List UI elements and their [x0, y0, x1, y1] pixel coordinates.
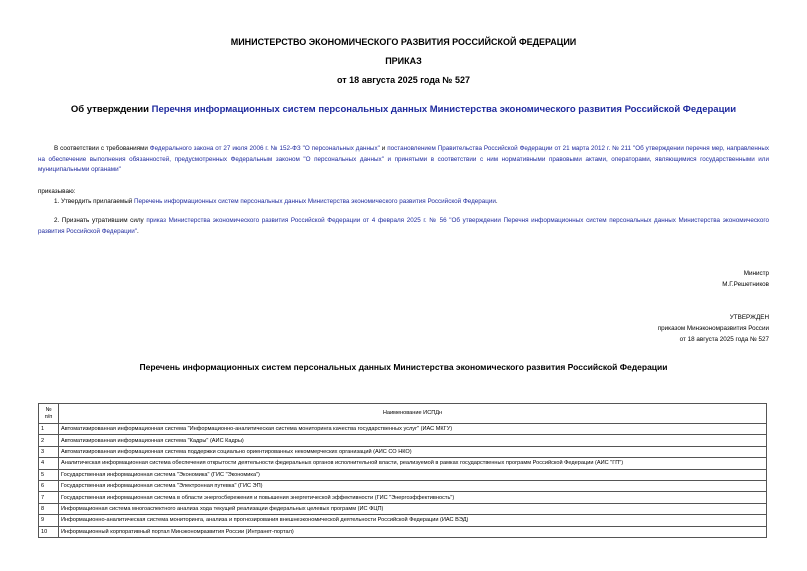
row-system-name: Автоматизированная информационная система "Информационно-аналитическая система мониторинга качества государственных услуг" (ИАС МКГУ) [59, 424, 767, 435]
row-number: 2 [39, 435, 59, 446]
table-row [39, 526, 767, 537]
table-row [39, 503, 767, 514]
row-system-name: Информационная система многоаспектного анализа хода текущей реализации федеральных целевых программ (ИС ФЦП) [59, 503, 767, 514]
preamble-text-1: В соответствии с требованиями [54, 145, 150, 152]
row-number: 10 [39, 526, 59, 537]
row-system-name: Информационно-аналитическая система мониторинга, анализа и прогнозирования внешнеэкономической деятельности Российской Федерации (ИАС ВЭД) [59, 515, 767, 526]
order-item-2 [38, 216, 769, 237]
row-system-name: Государственная информационная система "Экономика" (ГИС "Экономика") [59, 469, 767, 480]
signature-block [722, 268, 769, 290]
row-number: 1 [39, 424, 59, 435]
table-row [39, 469, 767, 480]
row-system-name: Автоматизированная информационная система "Кадры" (АИС Кадры) [59, 435, 767, 446]
document-type: ПРИКАЗ [385, 56, 422, 66]
preamble-paragraph [38, 144, 769, 176]
column-header-number: № п/п [39, 404, 59, 424]
row-number: 9 [39, 515, 59, 526]
order-item-1 [38, 197, 769, 208]
ministry-heading: МИНИСТЕРСТВО ЭКОНОМИЧЕСКОГО РАЗВИТИЯ РОССИЙСКОЙ ФЕДЕРАЦИИ [230, 37, 577, 47]
table-row [39, 458, 767, 469]
row-system-name: Аналитическая информационная система обеспечения открытости деятельности федеральных органов исполнительной власти, реализуемой в рамках государственных программ Российской Федерации (АИС "ГП") [59, 458, 767, 469]
table-row [39, 492, 767, 503]
document-title [0, 104, 807, 115]
list-title: Перечень информационных систем персональных данных Министерства экономического развития Российской Федерации [139, 362, 668, 372]
ispdn-table [38, 403, 767, 538]
order-word: приказываю: [38, 188, 76, 195]
list-link[interactable]: Перечень информационных систем персональных данных Министерства экономического развития Российской Федерации [134, 198, 496, 205]
repealed-order-link[interactable]: приказ Министерства экономического развития Российской Федерации от 4 февраля 2025 г. № 56 "Об утверждении Перечня информационных систем персональных данных Министерства экономического развития Российской Федерации" [38, 217, 769, 235]
approval-line-3: от 18 августа 2025 года № 527 [679, 336, 769, 343]
signatory-name: М.Г.Решетников [722, 281, 769, 288]
document-date-number: от 18 августа 2025 года № 527 [337, 75, 470, 85]
item2-text-1: 2. Признать утратившим силу [54, 217, 147, 224]
government-decree-link[interactable]: постановлением Правительства Российской Федерации от 21 марта 2012 г. № 211 "Об утверждении перечня мер, направленных на обеспечение выполнения обязанностей, предусмотренных Федеральным законом "О персональных данных" и принятыми в соответствии с ним нормативными правовыми актами, операторами, являющимися государственными или муниципальными органами" [38, 145, 769, 173]
row-system-name: Автоматизированная информационная система поддержки социально ориентированных некоммерческих организаций (АИС СО НКО) [59, 446, 767, 457]
row-number: 3 [39, 446, 59, 457]
title-prefix: Об утверждении [70, 104, 152, 115]
row-number: 5 [39, 469, 59, 480]
row-number: 4 [39, 458, 59, 469]
row-system-name: Информационный корпоративный портал Минэкономразвития России (Интранет-портал) [59, 526, 767, 537]
approval-line-1: УТВЕРЖДЕН [729, 314, 769, 321]
table-row [39, 515, 767, 526]
table-row [39, 435, 767, 446]
row-system-name: Государственная информационная система "Электронная путевка" (ГИС ЭП) [59, 480, 767, 491]
table-row [39, 424, 767, 435]
table-row [39, 480, 767, 491]
item2-text-2: . [136, 227, 139, 235]
row-number: 7 [39, 492, 59, 503]
row-system-name: Государственная информационная система в области энергосбережения и повышения энергетической эффективности (ГИС "Энергоэффективность") [59, 492, 767, 503]
preamble-text-2: и [379, 145, 388, 152]
table-row [39, 446, 767, 457]
table-header-row [39, 404, 767, 424]
approval-stamp [658, 312, 769, 345]
approval-line-2: приказом Минэкономразвития России [657, 325, 769, 332]
title-link[interactable]: Перечня информационных систем персональных данных Министерства экономического развития Российской Федерации [151, 104, 737, 115]
column-header-name: Наименование ИСПДн [59, 404, 767, 424]
signatory-position: Министр [743, 270, 769, 277]
federal-law-link[interactable]: Федерального закона от 27 июля 2006 г. № 152-ФЗ "О персональных данных" [149, 145, 380, 152]
item1-text-1: 1. Утвердить прилагаемый [54, 198, 135, 205]
row-number: 8 [39, 503, 59, 514]
row-number: 6 [39, 480, 59, 491]
item1-text-2: . [495, 198, 498, 205]
